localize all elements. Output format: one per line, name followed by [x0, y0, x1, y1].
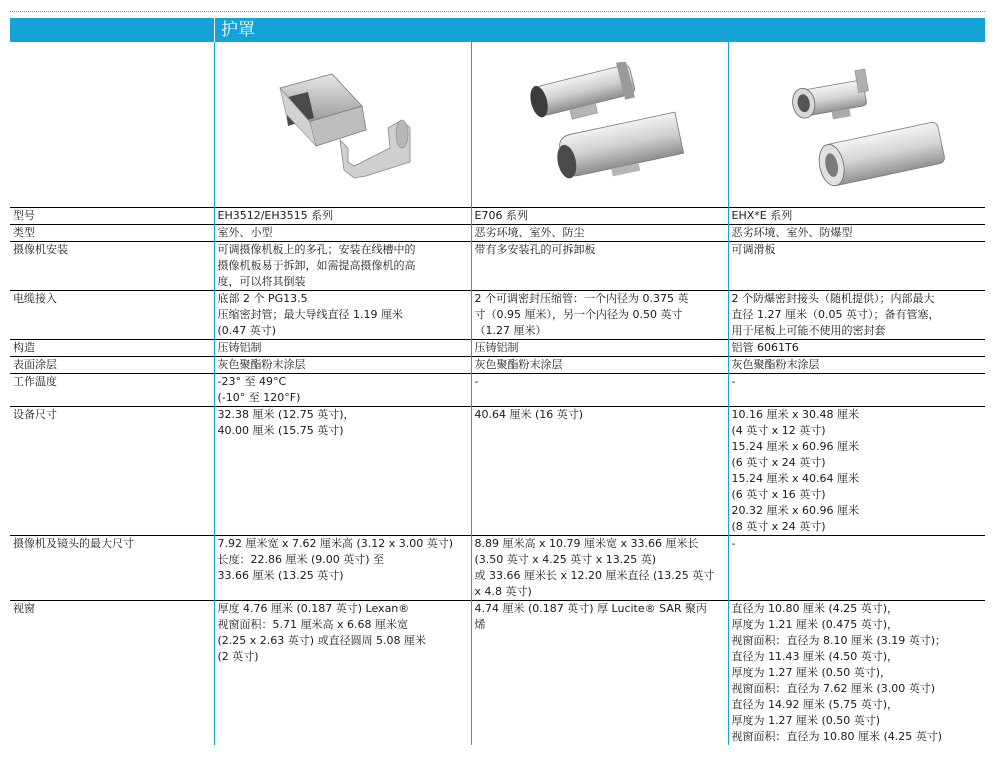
- row-label: 摄像机及镜头的最大尺寸: [10, 536, 214, 601]
- spec-cell-e706: [471, 536, 728, 601]
- cell-text-line: 10.16 厘米 x 30.48 厘米: [731, 408, 859, 421]
- cell-text-line: EH3512/EH3515 系列: [217, 209, 334, 222]
- spec-row: [10, 374, 985, 407]
- row-label: 表面涂层: [10, 357, 214, 374]
- cell-text-line: (6 英寸 x 24 英寸): [731, 456, 826, 469]
- cell-text-line: E706 系列: [474, 209, 528, 222]
- spec-row: [10, 536, 985, 601]
- spec-cell-e706: [471, 340, 728, 357]
- cell-text-line: （1.27 厘米）: [474, 324, 547, 337]
- cell-text-line: 带有多安装孔的可拆卸板: [474, 243, 596, 256]
- cell-text-line: -: [731, 537, 736, 550]
- section-banner: [10, 18, 985, 42]
- cell-text-line: 压铸铝制: [217, 341, 262, 354]
- cell-text-line: 恶劣环境、室外、防爆型: [731, 226, 853, 239]
- cell-text-line: 33.66 厘米 (13.25 英寸): [217, 569, 344, 582]
- cell-text-line: -: [731, 375, 736, 388]
- cell-text-line: 直径为 11.43 厘米 (4.50 英寸)，: [731, 650, 899, 663]
- image-cell-eh3512: [214, 42, 471, 208]
- eh3512-housing-photo: [270, 70, 420, 180]
- cell-text-line: 直径 1.27 厘米（0.05 英寸）；备有管塞，: [731, 308, 940, 321]
- spec-cell-e706: [471, 601, 728, 746]
- ehx-housing-photo: [789, 66, 949, 196]
- cell-text-line: (3.50 英寸 x 4.25 英寸 x 13.25 英): [474, 553, 657, 566]
- cell-text-line: (8 英寸 x 24 英寸): [731, 520, 826, 533]
- spec-row: [10, 225, 985, 242]
- spec-row: [10, 601, 985, 746]
- e706-housing-photo: [522, 62, 692, 192]
- spec-cell-ehx: [728, 374, 985, 407]
- cell-text-line: (6 英寸 x 16 英寸): [731, 488, 826, 501]
- cell-text-line: 灰色聚酯粉末涂层: [731, 358, 820, 371]
- cell-text-line: 厚度为 1.27 厘米 (0.50 英寸): [731, 714, 881, 727]
- spec-cell-eh3512: [214, 374, 471, 407]
- cell-text-line: 2 个可调密封压缩管：一个内径为 0.375 英: [474, 292, 689, 305]
- cell-text-line: 20.32 厘米 x 60.96 厘米: [731, 504, 859, 517]
- spec-cell-eh3512: [214, 601, 471, 746]
- row-label: 设备尺寸: [10, 407, 214, 536]
- cell-text-line: 厚度 4.76 厘米 (0.187 英寸) Lexan®: [217, 602, 410, 615]
- spec-cell-eh3512: [214, 208, 471, 225]
- cell-text-line: (-10° 至 120°F): [217, 391, 301, 404]
- cell-text-line: 室外、小型: [217, 226, 273, 239]
- row-label: 视窗: [10, 601, 214, 746]
- cell-text-line: 直径为 10.80 厘米 (4.25 英寸)，: [731, 602, 899, 615]
- cell-text-line: 8.89 厘米高 x 10.79 厘米宽 x 33.66 厘米长: [474, 537, 699, 550]
- spec-cell-eh3512: [214, 242, 471, 291]
- spec-row: [10, 340, 985, 357]
- cell-text-line: 或 33.66 厘米长 x 12.20 厘米直径 (13.25 英寸: [474, 569, 715, 582]
- cell-text-line: 长度：22.86 厘米 (9.00 英寸) 至: [217, 553, 385, 566]
- cell-text-line: (2 英寸): [217, 650, 259, 663]
- cell-text-line: 灰色聚酯粉末涂层: [217, 358, 306, 371]
- spec-table: [10, 42, 985, 745]
- cell-text-line: x 4.8 英寸): [474, 585, 532, 598]
- cell-text-line: 烯: [474, 618, 486, 631]
- spec-cell-ehx: [728, 357, 985, 374]
- spec-cell-e706: [471, 357, 728, 374]
- spec-cell-e706: [471, 208, 728, 225]
- cell-text-line: 4.74 厘米 (0.187 英寸) 厚 Lucite® SAR 聚丙: [474, 602, 707, 615]
- row-label: 型号: [10, 208, 214, 225]
- spec-cell-ehx: [728, 242, 985, 291]
- spec-row: [10, 291, 985, 340]
- spec-cell-ehx: [728, 601, 985, 746]
- cell-text-line: 视窗面积：直径为 8.10 厘米 (3.19 英寸)；: [731, 634, 947, 647]
- top-dotted-rule: [10, 11, 985, 12]
- cell-text-line: 视窗面积：5.71 厘米高 x 6.68 厘米宽: [217, 618, 408, 631]
- cell-text-line: EHX*E 系列: [731, 209, 793, 222]
- image-row-label: [10, 42, 214, 208]
- spec-cell-ehx: [728, 291, 985, 340]
- cell-text-line: (2.25 x 2.63 英寸) 或直径圆周 5.08 厘米: [217, 634, 427, 647]
- row-label: 构造: [10, 340, 214, 357]
- image-cell-e706: [471, 42, 728, 208]
- cell-text-line: 度，可以将其倒装: [217, 275, 306, 288]
- cell-text-line: 用于尾板上可能不使用的密封套: [731, 324, 886, 337]
- spec-row: [10, 208, 985, 225]
- spec-cell-e706: [471, 242, 728, 291]
- cell-text-line: 厚度为 1.27 厘米 (0.50 英寸)，: [731, 666, 892, 679]
- cell-text-line: 恶劣环境、室外、防尘: [474, 226, 585, 239]
- image-cell-ehx: [728, 42, 985, 208]
- cell-text-line: 视窗面积：直径为 10.80 厘米 (4.25 英寸): [731, 730, 943, 743]
- cell-text-line: -: [474, 375, 479, 388]
- spec-row: [10, 242, 985, 291]
- row-label: 电缆接入: [10, 291, 214, 340]
- cell-text-line: 视窗面积：直径为 7.62 厘米 (3.00 英寸): [731, 682, 936, 695]
- spec-cell-ehx: [728, 208, 985, 225]
- row-label: 工作温度: [10, 374, 214, 407]
- cell-text-line: 压缩密封管；最大导线直径 1.19 厘米: [217, 308, 403, 321]
- cell-text-line: 可调滑板: [731, 243, 776, 256]
- cell-text-line: 15.24 厘米 x 60.96 厘米: [731, 440, 859, 453]
- spec-cell-ehx: [728, 407, 985, 536]
- spec-cell-e706: [471, 291, 728, 340]
- cell-text-line: 40.00 厘米 (15.75 英寸): [217, 424, 344, 437]
- product-image-row: [10, 42, 985, 208]
- spec-cell-eh3512: [214, 407, 471, 536]
- spec-cell-e706: [471, 374, 728, 407]
- cell-text-line: 铝管 6061T6: [731, 341, 799, 354]
- cell-text-line: 摄像机板易于拆卸，如需提高摄像机的高: [217, 259, 416, 272]
- row-label: 类型: [10, 225, 214, 242]
- cell-text-line: 寸（0.95 厘米），另一个内径为 0.50 英寸: [474, 308, 683, 321]
- spec-cell-ehx: [728, 340, 985, 357]
- spec-cell-eh3512: [214, 340, 471, 357]
- spec-row: [10, 357, 985, 374]
- spec-cell-e706: [471, 407, 728, 536]
- spec-row: [10, 407, 985, 536]
- spec-cell-eh3512: [214, 536, 471, 601]
- cell-text-line: 15.24 厘米 x 40.64 厘米: [731, 472, 859, 485]
- cell-text-line: 压铸铝制: [474, 341, 519, 354]
- spec-cell-eh3512: [214, 357, 471, 374]
- spec-cell-eh3512: [214, 291, 471, 340]
- spec-cell-ehx: [728, 225, 985, 242]
- cell-text-line: 灰色聚酯粉末涂层: [474, 358, 563, 371]
- cell-text-line: 7.92 厘米宽 x 7.62 厘米高 (3.12 x 3.00 英寸): [217, 537, 454, 550]
- spec-cell-e706: [471, 225, 728, 242]
- cell-text-line: (4 英寸 x 12 英寸): [731, 424, 826, 437]
- cell-text-line: 直径为 14.92 厘米 (5.75 英寸)，: [731, 698, 899, 711]
- cell-text-line: 可调摄像机板上的多孔；安装在线槽中的: [217, 243, 416, 256]
- cell-text-line: 40.64 厘米 (16 英寸): [474, 408, 584, 421]
- cell-text-line: 32.38 厘米 (12.75 英寸)，: [217, 408, 355, 421]
- spec-cell-eh3512: [214, 225, 471, 242]
- cell-text-line: 2 个防爆密封接头（随机提供）；内部最大: [731, 292, 935, 305]
- cell-text-line: 底部 2 个 PG13.5: [217, 292, 308, 305]
- cell-text-line: (0.47 英寸): [217, 324, 277, 337]
- section-title: 护罩: [214, 18, 255, 42]
- spec-cell-ehx: [728, 536, 985, 601]
- cell-text-line: 厚度为 1.21 厘米 (0.475 英寸)，: [731, 618, 899, 631]
- cell-text-line: -23° 至 49°C: [217, 375, 287, 388]
- row-label: 摄像机安装: [10, 242, 214, 291]
